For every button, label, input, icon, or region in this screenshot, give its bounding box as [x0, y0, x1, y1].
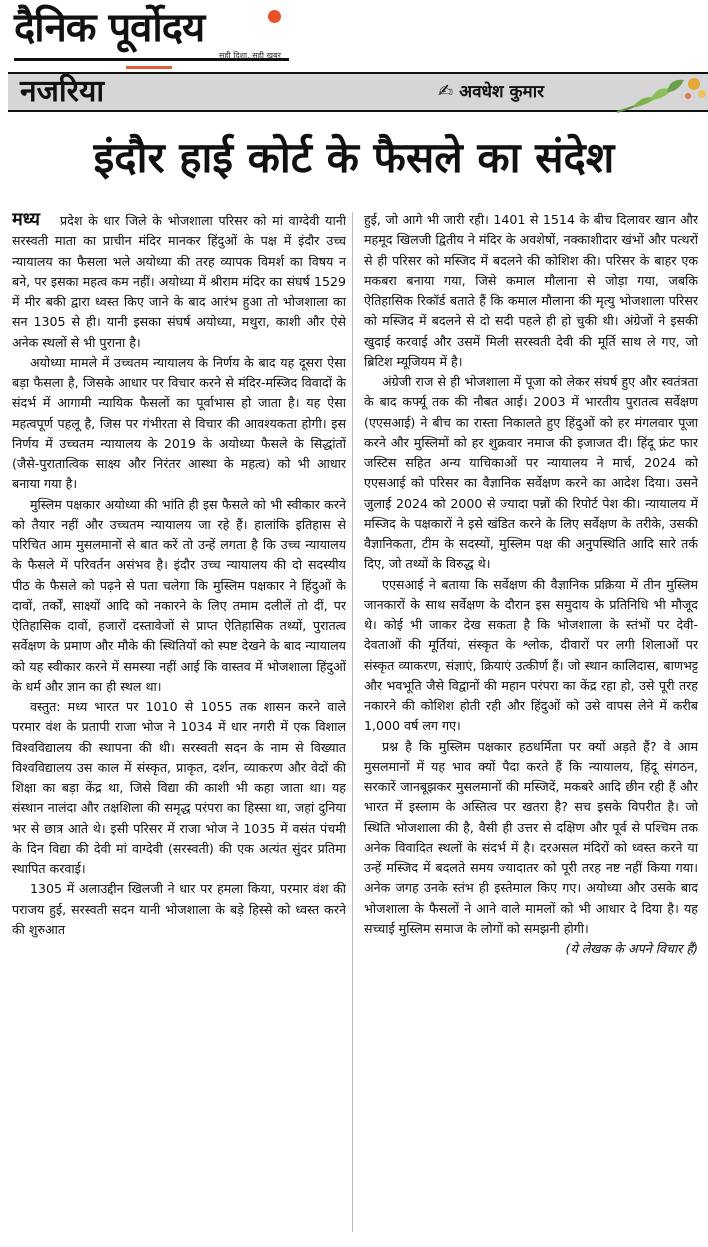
paragraph [12, 210, 346, 353]
author-name: अवधेश कुमार [459, 82, 545, 102]
article-column-2 [364, 210, 698, 1242]
paragraph: प्रश्न है कि मुस्लिम पक्षकार हठधर्मिता पर क्यों अड़ते हैं? वे आम मुसलमानों में यह भाव क्यों पैदा करते हैं कि न्यायालय, हिंदू संगठन, सरकारें जानबूझकर मुसलमानों की मस्जिदें, मकबरे आदि छीन रही हैं और भारत में इस्लाम के अस्तित्व पर खतरा है? सच इसके विपरीत है। जो स्थिति भोजशाला की है, वैसी ही उत्तर से दक्षिण और पूर्व से पश्चिम तक अनेक विवादित स्थलों के संदर्भ में है। दरअसल मंदिरों को ध्वस्त करने या उन्हें मस्जिद में बदलते समय ज्यादातर को पूरी तरह नष्ट नहीं किया गया। अनेक जगह उनके स्तंभ ही इस्तेमाल किए गए। अयोध्या और उसके बाद भोजशाला के फैसलों ने आने वाले मामलों को भी आधार दे दिया है। यह सच्चाई मुस्लिम समाज के लोगों को समझनी होगी। [364, 738, 698, 936]
paragraph: वस्तुत: मध्य भारत पर 1010 से 1055 तक शासन करने वाले परमार वंश के प्रतापी राजा भोज ने 1034 में धार नगरी में एक विशाल विश्वविद्यालय की स्थापना की थी। सरस्वती सदन के नाम से विख्यात विश्वविद्यालय उस काल में संस्कृत, प्राकृत, दर्शन, व्याकरण और वेदों की शिक्षा का बड़ा केंद्र था, जिसे विद्या की काशी भी कहा जाता था। यह संस्थान नालंदा और तक्षशिला की समृद्ध परंपरा का हिस्सा था, जहां दुनिया भर से छात्र आते थे। इसी परिसर में राजा भोज ने 1035 में वसंत पंचमी के दिन विद्या की देवी मां वाग्देवी (सरस्वती) की एक अत्यंत सुंदर प्रतिमा स्थापित करवाई। [12, 699, 346, 876]
byline [438, 80, 544, 104]
section-label: नजरिया [20, 74, 105, 109]
masthead-title: दैनिक पूर्वोदय [14, 5, 205, 51]
paragraph: मुस्लिम पक्षकार अयोध्या की भांति ही इस फैसले को भी स्वीकार करने को तैयार नहीं और उच्चतम न्यायालय जा रहे हैं। हालांकि इतिहास से परिचित आम मुसलमानों से बात करें तो उन्हें लगता है कि उच्च न्यायालय के फैसले में परिवर्तन असंभव है। इंदौर उच्च न्यायालय की दो सदस्यीय पीठ के फैसले को पढ़ने से पता चलेगा कि मुस्लिम पक्षकार ने हिंदुओं के दावों, तर्कों, साक्ष्यों आदि को नकारने के लिए तमाम दलीलें तो दीं, पर ऐतिहासिक दावों, हजारों दस्तावेजों से प्राप्त ऐतिहासिक तथ्यों, पुरातत्व सर्वेक्षण के प्रमाण और मौके की स्थितियों को स्पष्ट देखने के बाद न्यायालय को यह स्वीकार करने में समस्या नहीं आई कि वास्तव में भोजशाला हिंदुओं के धर्म और ज्ञान का ही स्थल था। [12, 496, 346, 694]
masthead-dot-icon [268, 10, 281, 23]
headline: इंदौर हाई कोर्ट के फैसले का संदेश [93, 133, 615, 182]
paragraph: 1305 में अलाउद्दीन खिलजी ने धार पर हमला किया, परमार वंश की पराजय हुई, सरस्वती सदन यानी भोजशाला के बड़े हिस्से को ध्वस्त करने की शुरुआत [12, 881, 346, 937]
paragraph: अंग्रेजी राज से ही भोजशाला में पूजा को लेकर संघर्ष हुए और स्वतंत्रता के बाद कर्फ्यू तक की नौबत आई। 2003 में भारतीय पुरातत्व सर्वेक्षण (एएसआई) ने बीच का रास्ता निकालते हुए हिंदुओं को हर मंगलवार पूजा करने और मुस्लिमों को हर शुक्रवार नमाज की इजाजत दी। हिंदू फ्रंट फार जस्टिस सहित अन्य याचिकाओं पर न्यायालय ने मार्च, 2024 को एएसआई को परिसर का वैज्ञानिक सर्वेक्षण करने का आदेश दिया। उसने जुलाई 2024 को 2000 से ज्यादा पन्नों की रिपोर्ट पेश की। न्यायालय में मस्जिद के पक्षकारों ने इसे खंडित करने के लिए सर्वेक्षण के तरीके, उसकी वैज्ञानिकता, टीम के सदस्यों, मुस्लिम पक्ष की अनुपस्थिति आदि सारे तर्क दिए, जो तथ्यों के विरुद्ध थे। [364, 374, 698, 572]
masthead [14, 4, 304, 66]
dateline: मध्य [12, 210, 40, 230]
paragraph: अयोध्या मामले में उच्चतम न्यायालय के निर्णय के बाद यह दूसरा ऐसा बड़ा फैसला है, जिसके आधार पर विचार करने से मंदिर-मस्जिद विवादों के संदर्भ में आगामी न्यायिक फैसलों का पूर्वाभास हो जाता है। यह ऐसा महत्वपूर्ण पहलू है, जिस पर गंभीरता से विचार की आवश्यकता होगी। इस निर्णय में उच्चतम न्यायालय के 2019 के अयोध्या फैसले के सिद्धांतों (जैसे-पुरातात्विक साक्ष्य और निरंतर आस्था के महत्व) को भी आधार बनाया गया है। [12, 354, 346, 492]
signoff: (ये लेखक के अपने विचार हैं) [565, 941, 698, 956]
flower-icon [612, 72, 708, 116]
article-column-1 [12, 210, 346, 1242]
masthead-accent-rule [126, 66, 172, 69]
masthead-tagline: सही दिशा, सही खबर [219, 51, 281, 60]
pen-icon: ✍ [438, 81, 454, 102]
paragraph-text: प्रदेश के धार जिले के भोजशाला परिसर को मां वाग्देवी यानी सरस्वती माता का प्राचीन मंदिर मानकर हिंदुओं के पक्ष में इंदौर उच्च न्यायालय का फैसला भले अयोध्या की तरह व्यापक विमर्श का विषय न बने, पर इसका महत्व कम नहीं। अयोध्या में श्रीराम मंदिर का संघर्ष 1529 में मीर बकी द्वारा ध्वस्त किए जाने के बाद आरंभ हुआ तो भोजशाला का सन 1305 से ही। यानी इसका संघर्ष अयोध्या, मथुरा, काशी और ऐसे अनेक स्थलों से भी पुराना है। [12, 213, 346, 350]
column-divider [352, 212, 353, 1232]
section-band [8, 72, 708, 112]
paragraph: एएसआई ने बताया कि सर्वेक्षण की वैज्ञानिक प्रक्रिया में तीन मुस्लिम जानकारों के साथ सर्वेक्षण के दौरान इस समुदाय के प्रतिनिधि भी मौजूद थे। कोई भी जाकर देख सकता है कि भोजशाला के स्तंभों पर देवी-देवताओं की मूर्तियां, संस्कृत के श्लोक, दीवारों पर लगी शिलाओं पर संस्कृत व्याकरण, संज्ञाएं, क्रियाएं उत्कीर्ण हैं। जो स्थान कालिदास, बाणभट्ट और भवभूति जैसे विद्वानों की महान परंपरा का केंद्र रहा हो, उसे पूरी तरह नकारने की कोशिश होती रही और हिंदुओं को उसे वापस लेने में करीब 1,000 वर्ष लग गए। [364, 576, 698, 734]
paragraph: हुई, जो आगे भी जारी रही। 1401 से 1514 के बीच दिलावर खान और महमूद खिलजी द्वितीय ने मंदिर के अवशेषों, नक्काशीदार खंभों और पत्थरों से ही परिसर को मस्जिद में बदलने की कोशिश की। परिसर के बाहर एक मकबरा बनाया गया, जिसे कमाल मौलाना से जोड़ा गया, जबकि ऐतिहासिक रिकॉर्ड बताते हैं कि कमाल मौलाना की मृत्यु भोजशाला परिसर को मस्जिद में बदलने से दो सदी पहले ही हो चुकी थी। अंग्रेजों ने इसकी खुदाई करवाई और उसमें मिली सरस्वती देवी की मूर्ति साथ ले गए, जो ब्रिटिश म्यूजियम में है। [364, 212, 698, 369]
